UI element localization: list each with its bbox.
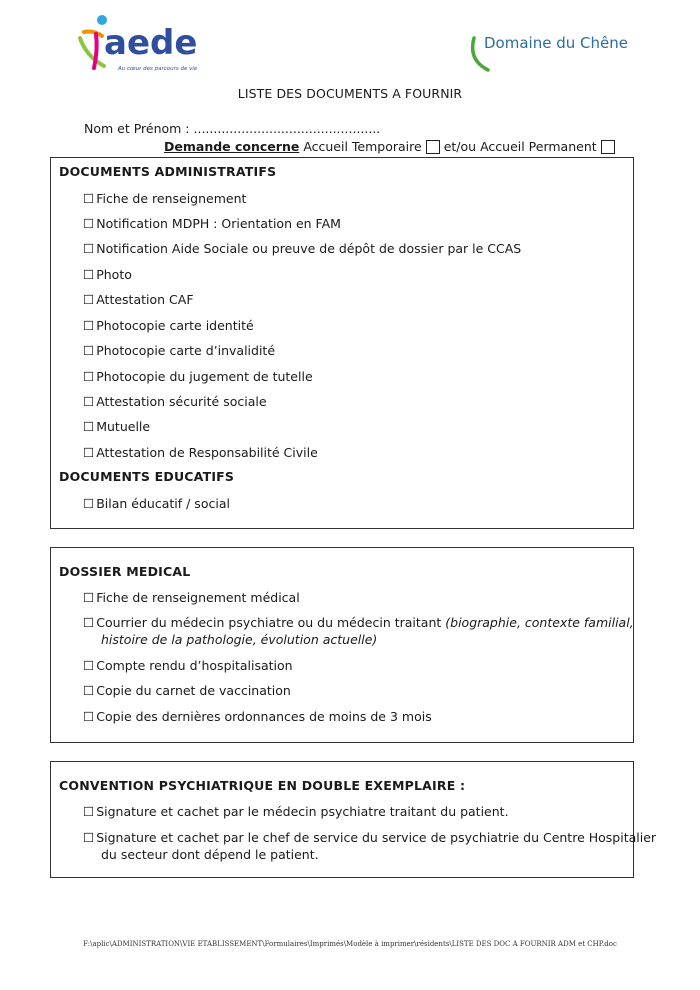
section-heading-administratifs: DOCUMENTS ADMINISTRATIFS	[59, 164, 277, 179]
section-heading-convention: CONVENTION PSYCHIATRIQUE EN DOUBLE EXEMPLAIRE :	[59, 778, 466, 793]
checkbox-icon[interactable]: ☐	[83, 394, 95, 409]
checklist-item[interactable]: ☐ Bilan éducatif / social	[83, 496, 230, 511]
section-medical	[50, 547, 634, 743]
logo-swoosh-pink	[94, 34, 97, 68]
checkbox-icon[interactable]: ☐	[83, 804, 95, 819]
demande-row	[164, 139, 619, 154]
logo-tagline: Au cœur des parcours de vie	[118, 66, 198, 72]
demande-label: Demande concerne	[164, 139, 300, 154]
section-heading-medical: DOSSIER MEDICAL	[59, 564, 191, 579]
checkbox-icon[interactable]: ☐	[83, 658, 95, 673]
checkbox-icon[interactable]: ☐	[83, 343, 95, 358]
name-label: Nom et Prénom :	[84, 121, 190, 136]
checklist-item[interactable]: ☐ Photocopie carte d’invalidité	[83, 343, 276, 358]
checklist-item[interactable]: ☐ Attestation de Responsabilité Civile	[83, 445, 318, 460]
checkbox-icon[interactable]: ☐	[83, 830, 95, 845]
accueil-temporaire-label: Accueil Temporaire	[303, 139, 422, 154]
checkbox-icon[interactable]: ☐	[83, 590, 95, 605]
accueil-permanent-checkbox[interactable]	[601, 140, 615, 154]
checkbox-icon[interactable]: ☐	[83, 615, 95, 630]
accueil-permanent-label: et/ou Accueil Permanent	[443, 139, 597, 154]
checkbox-icon[interactable]: ☐	[83, 292, 95, 307]
checkbox-icon[interactable]: ☐	[83, 419, 95, 434]
footer-file-path: F:\aplic\ADMINISTRATION\VIE ETABLISSEMENT\Formulaires\Imprimés\Modèle à imprimer\résidents\LISTE DES DOC A FOURNIR ADM et CHP.doc	[83, 940, 617, 948]
checkbox-icon[interactable]: ☐	[83, 496, 95, 511]
section-convention	[50, 761, 657, 878]
checklist-item[interactable]: ☐ Compte rendu d’hospitalisation	[83, 658, 293, 673]
name-field-row	[84, 121, 380, 136]
checklist-item[interactable]: ☐ Notification Aide Sociale ou preuve de dépôt de dossier par le CCAS	[83, 241, 522, 256]
checkbox-icon[interactable]: ☐	[83, 445, 95, 460]
checklist-item[interactable]: ☐ Copie du carnet de vaccination	[83, 683, 291, 698]
checklist-item[interactable]: ☐ Fiche de renseignement médical	[83, 590, 300, 605]
checkbox-icon[interactable]: ☐	[83, 191, 95, 206]
checkbox-icon[interactable]: ☐	[83, 318, 95, 333]
checklist-item[interactable]: ☐ Fiche de renseignement	[83, 191, 247, 206]
section-heading-educatifs: DOCUMENTS EDUCATIFS	[59, 469, 235, 484]
checklist-item[interactable]: ☐ Copie des dernières ordonnances de moins de 3 mois	[83, 709, 432, 724]
checklist-item[interactable]: ☐ Attestation sécurité sociale	[83, 394, 267, 409]
accueil-temporaire-checkbox[interactable]	[426, 140, 440, 154]
checklist-item[interactable]: ☐ Photocopie carte identité	[83, 318, 254, 333]
checkbox-icon[interactable]: ☐	[83, 683, 95, 698]
section-administratif	[50, 157, 634, 529]
checkbox-icon[interactable]: ☐	[83, 709, 95, 724]
logo-swoosh-green	[80, 38, 104, 66]
name-field[interactable]: ...............................................	[193, 121, 381, 136]
domaine-brand-text: Domaine du Chêne	[484, 34, 628, 52]
page-title: LISTE DES DOCUMENTS A FOURNIR	[237, 86, 463, 101]
logo-swoosh-orange	[84, 32, 102, 37]
checkbox-icon[interactable]: ☐	[83, 267, 95, 282]
checklist-item[interactable]: ☐ Attestation CAF	[83, 292, 194, 307]
checkbox-icon[interactable]: ☐	[83, 241, 95, 256]
aede-logo	[72, 10, 212, 76]
checklist-item[interactable]: ☐ Signature et cachet par le médecin psychiatre traitant du patient.	[83, 804, 509, 819]
checklist-item[interactable]: ☐ Courrier du médecin psychiatre ou du médecin traitant (biographie, contexte familial, histoire de la pathologie, évolution actuelle)	[83, 615, 634, 647]
checklist-item[interactable]: ☐ Photo	[83, 267, 132, 282]
checklist-item[interactable]: ☐ Notification MDPH : Orientation en FAM	[83, 216, 341, 231]
checklist-item[interactable]: ☐ Photocopie du jugement de tutelle	[83, 369, 313, 384]
checklist-item[interactable]: ☐ Mutuelle	[83, 419, 151, 434]
checklist-item[interactable]: ☐ Signature et cachet par le chef de service du service de psychiatrie du Centre Hospitalier du secteur dont dépend le patient.	[83, 830, 657, 862]
checkbox-icon[interactable]: ☐	[83, 216, 95, 231]
logo-brand-text: aede	[104, 23, 198, 63]
checkbox-icon[interactable]: ☐	[83, 369, 95, 384]
